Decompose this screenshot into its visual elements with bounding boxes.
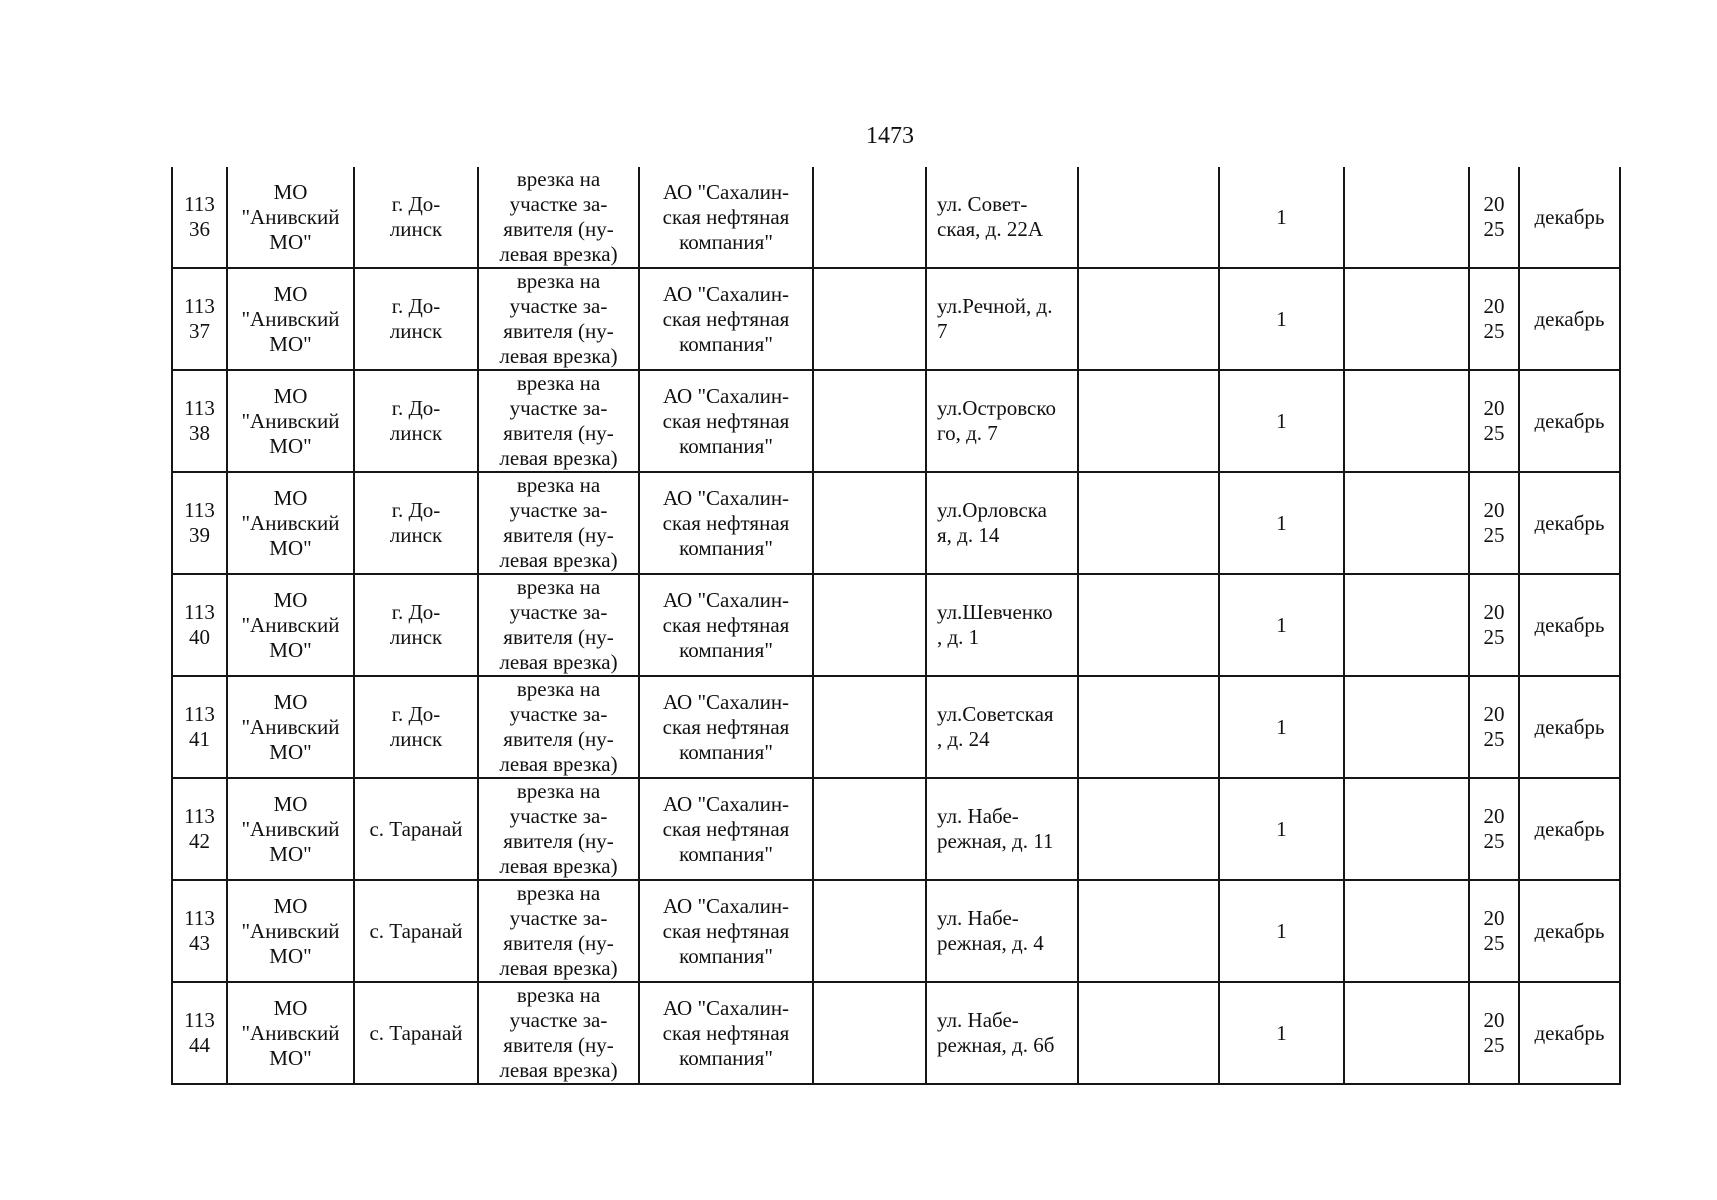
cell-company-line: ская нефтяная: [662, 714, 790, 739]
cell-count: 1: [1219, 676, 1344, 778]
cell-address-line: ул. Совет-: [937, 192, 1028, 216]
cell-connection-type-line: участке за-: [509, 906, 608, 930]
table-row: [172, 370, 1620, 472]
cell-record-number-line: 42: [189, 829, 210, 853]
cell-record-number-line: 113: [184, 702, 215, 726]
cell-connection-type-line: левая врезка): [499, 548, 618, 572]
cell-empty: [1078, 982, 1219, 1084]
cell-address-line: ская, д. 22А: [937, 217, 1044, 241]
cell-municipality-line: МО: [273, 689, 308, 714]
cell-record-number-line: 113: [184, 498, 215, 522]
cell-settlement-line: линск: [389, 727, 443, 751]
cell-municipality-line: "Анивский: [241, 510, 340, 535]
cell-connection-type-line: участке за-: [509, 1008, 608, 1032]
cell-connection-type-line: участке за-: [509, 702, 608, 726]
cell-month: декабрь: [1519, 778, 1620, 880]
cell-company-line: АО "Сахалин-: [662, 383, 790, 408]
cell-municipality: [227, 982, 354, 1084]
cell-municipality: [227, 574, 354, 676]
cell-record-number-line: 113: [184, 804, 215, 828]
cell-settlement-line: линск: [389, 523, 443, 547]
cell-empty: [1078, 370, 1219, 472]
cell-company: [639, 472, 813, 574]
cell-company-line: компания": [679, 331, 773, 356]
cell-connection-type-line: участке за-: [509, 192, 608, 216]
cell-month: декабрь: [1519, 574, 1620, 676]
cell-year-line: 25: [1483, 421, 1505, 445]
cell-year: [1469, 370, 1519, 472]
cell-connection-type-line: левая врезка): [499, 344, 618, 368]
cell-company-line: компания": [679, 1045, 773, 1070]
cell-year-line: 25: [1483, 319, 1505, 343]
cell-company-line: ская нефтяная: [662, 306, 790, 331]
cell-year-line: 25: [1483, 727, 1505, 751]
cell-company-line: ская нефтяная: [662, 204, 790, 229]
cell-address-line: режная, д. 4: [937, 931, 1044, 955]
cell-record-number-line: 113: [184, 600, 215, 624]
cell-municipality-line: МО: [273, 995, 308, 1020]
cell-empty: [1078, 574, 1219, 676]
cell-settlement-line: г. До-: [391, 702, 441, 726]
cell-municipality-line: МО": [269, 943, 312, 968]
cell-record-number: [172, 676, 227, 778]
cell-municipality-line: "Анивский: [241, 816, 340, 841]
cell-record-number-line: 41: [189, 727, 210, 751]
cell-connection-type-line: явителя (ну-: [503, 829, 614, 853]
cell-record-number-line: 36: [189, 217, 210, 241]
cell-municipality-line: МО": [269, 637, 312, 662]
cell-month: декабрь: [1519, 472, 1620, 574]
cell-connection-type-line: левая врезка): [499, 854, 618, 878]
cell-settlement: [354, 574, 478, 676]
cell-connection-type-line: участке за-: [509, 294, 608, 318]
cell-empty: [1078, 880, 1219, 982]
cell-company-line: компания": [679, 535, 773, 560]
cell-municipality: [227, 778, 354, 880]
cell-settlement: [354, 370, 478, 472]
cell-municipality: [227, 472, 354, 574]
cell-connection-type-line: левая врезка): [499, 752, 618, 776]
cell-year-line: 20: [1483, 294, 1505, 318]
cell-year-line: 25: [1483, 1033, 1505, 1057]
cell-municipality-line: МО": [269, 739, 312, 764]
cell-connection-type-line: левая врезка): [499, 1058, 618, 1082]
cell-year-line: 20: [1483, 600, 1505, 624]
cell-empty: [813, 880, 926, 982]
table-row: [172, 472, 1620, 574]
cell-address-line: ул.Островско: [937, 396, 1056, 420]
cell-company-line: ская нефтяная: [662, 1020, 790, 1045]
cell-company-line: компания": [679, 739, 773, 764]
cell-count: 1: [1219, 880, 1344, 982]
cell-company-line: АО "Сахалин-: [662, 893, 790, 918]
cell-month: декабрь: [1519, 676, 1620, 778]
cell-record-number-line: 37: [189, 319, 210, 343]
cell-record-number-line: 39: [189, 523, 210, 547]
cell-municipality: [227, 268, 354, 370]
cell-connection-type-line: левая врезка): [499, 446, 618, 470]
cell-connection-type-line: участке за-: [509, 498, 608, 522]
cell-connection-type: [478, 880, 639, 982]
cell-empty: [1078, 778, 1219, 880]
table-row: [172, 574, 1620, 676]
cell-company: [639, 167, 813, 268]
cell-record-number-line: 113: [184, 906, 215, 930]
cell-municipality-line: МО: [273, 587, 308, 612]
cell-year-line: 20: [1483, 804, 1505, 828]
cell-municipality-line: МО: [273, 281, 308, 306]
cell-year-line: 20: [1483, 192, 1505, 216]
cell-company-line: ская нефтяная: [662, 918, 790, 943]
cell-empty: [813, 982, 926, 1084]
cell-connection-type-line: левая врезка): [499, 956, 618, 980]
cell-empty: [813, 268, 926, 370]
cell-company: [639, 880, 813, 982]
cell-empty: [1344, 880, 1469, 982]
cell-company: [639, 778, 813, 880]
cell-year: [1469, 574, 1519, 676]
cell-municipality-line: "Анивский: [241, 408, 340, 433]
cell-company-line: компания": [679, 637, 773, 662]
cell-address: [926, 778, 1078, 880]
cell-company-line: компания": [679, 943, 773, 968]
cell-year-line: 20: [1483, 498, 1505, 522]
cell-municipality-line: МО": [269, 1045, 312, 1070]
cell-address: [926, 472, 1078, 574]
cell-municipality-line: "Анивский: [241, 204, 340, 229]
cell-municipality: [227, 676, 354, 778]
cell-year-line: 25: [1483, 217, 1505, 241]
cell-address-line: , д. 24: [937, 727, 990, 751]
cell-month: декабрь: [1519, 167, 1620, 268]
cell-settlement: [354, 880, 478, 982]
cell-month: декабрь: [1519, 370, 1620, 472]
cell-municipality-line: МО": [269, 229, 312, 254]
cell-record-number: [172, 472, 227, 574]
cell-company-line: АО "Сахалин-: [662, 485, 790, 510]
cell-address-line: ул. Набе-: [937, 1008, 1019, 1032]
cell-settlement-line: г. До-: [391, 498, 441, 522]
cell-settlement: [354, 676, 478, 778]
cell-settlement-line: линск: [389, 625, 443, 649]
cell-company-line: АО "Сахалин-: [662, 179, 790, 204]
cell-year-line: 20: [1483, 1008, 1505, 1032]
cell-settlement: [354, 268, 478, 370]
cell-settlement-line: г. До-: [391, 192, 441, 216]
cell-municipality-line: МО": [269, 535, 312, 560]
cell-company: [639, 268, 813, 370]
cell-address: [926, 880, 1078, 982]
cell-connection-type-line: явителя (ну-: [503, 931, 614, 955]
cell-address-line: я, д. 14: [937, 523, 1000, 547]
cell-connection-type: [478, 574, 639, 676]
cell-company-line: ская нефтяная: [662, 510, 790, 535]
cell-company: [639, 574, 813, 676]
cell-empty: [813, 676, 926, 778]
cell-settlement-line: г. До-: [391, 600, 441, 624]
connections-table: [171, 167, 1621, 1085]
cell-empty: [1344, 982, 1469, 1084]
cell-company-line: компания": [679, 229, 773, 254]
cell-connection-type-line: явителя (ну-: [503, 217, 614, 241]
cell-connection-type: [478, 982, 639, 1084]
cell-year-line: 25: [1483, 625, 1505, 649]
cell-empty: [813, 574, 926, 676]
cell-empty: [1344, 268, 1469, 370]
cell-settlement-line: с. Таранай: [369, 918, 463, 943]
cell-connection-type-line: врезка на: [516, 983, 601, 1007]
cell-company: [639, 676, 813, 778]
cell-municipality-line: МО: [273, 791, 308, 816]
cell-settlement: [354, 778, 478, 880]
cell-connection-type-line: участке за-: [509, 804, 608, 828]
cell-address-line: ул.Советская: [937, 702, 1054, 726]
cell-municipality-line: "Анивский: [241, 306, 340, 331]
cell-address-line: режная, д. 6б: [937, 1033, 1055, 1057]
table-row: [172, 982, 1620, 1084]
cell-company-line: компания": [679, 433, 773, 458]
cell-address: [926, 167, 1078, 268]
cell-year-line: 20: [1483, 702, 1505, 726]
page-number: 1473: [866, 123, 914, 149]
cell-record-number-line: 113: [184, 294, 215, 318]
cell-connection-type: [478, 472, 639, 574]
cell-record-number: [172, 268, 227, 370]
cell-year-line: 20: [1483, 906, 1505, 930]
cell-empty: [1344, 472, 1469, 574]
cell-count: 1: [1219, 268, 1344, 370]
cell-connection-type-line: явителя (ну-: [503, 421, 614, 445]
cell-connection-type-line: врезка на: [516, 677, 601, 701]
cell-year-line: 25: [1483, 523, 1505, 547]
cell-settlement: [354, 167, 478, 268]
cell-year: [1469, 167, 1519, 268]
cell-settlement-line: линск: [389, 217, 443, 241]
cell-company: [639, 982, 813, 1084]
table-row: [172, 778, 1620, 880]
cell-address-line: ул.Орловска: [937, 498, 1047, 522]
cell-connection-type-line: участке за-: [509, 600, 608, 624]
cell-empty: [1344, 676, 1469, 778]
cell-empty: [1344, 370, 1469, 472]
table-body: [172, 167, 1620, 1084]
cell-municipality-line: МО: [273, 893, 308, 918]
cell-connection-type: [478, 370, 639, 472]
table-row: [172, 167, 1620, 268]
cell-year: [1469, 676, 1519, 778]
cell-count: 1: [1219, 574, 1344, 676]
cell-address-line: ул.Речной, д.: [937, 294, 1053, 318]
cell-connection-type: [478, 778, 639, 880]
cell-count: 1: [1219, 982, 1344, 1084]
cell-empty: [813, 370, 926, 472]
cell-address-line: го, д. 7: [937, 421, 998, 445]
cell-empty: [813, 167, 926, 268]
cell-empty: [1344, 778, 1469, 880]
cell-address: [926, 268, 1078, 370]
cell-settlement-line: с. Таранай: [369, 1020, 463, 1045]
cell-connection-type-line: врезка на: [516, 269, 601, 293]
cell-record-number-line: 38: [189, 421, 210, 445]
cell-record-number: [172, 982, 227, 1084]
cell-year-line: 25: [1483, 829, 1505, 853]
cell-connection-type-line: врезка на: [516, 473, 601, 497]
cell-municipality-line: МО": [269, 433, 312, 458]
cell-empty: [1078, 676, 1219, 778]
cell-connection-type-line: врезка на: [516, 779, 601, 803]
table-row: [172, 880, 1620, 982]
cell-municipality-line: "Анивский: [241, 1020, 340, 1045]
cell-record-number: [172, 370, 227, 472]
cell-connection-type-line: явителя (ну-: [503, 319, 614, 343]
cell-address-line: , д. 1: [937, 625, 980, 649]
cell-year: [1469, 880, 1519, 982]
cell-municipality-line: МО: [273, 383, 308, 408]
cell-count: 1: [1219, 778, 1344, 880]
cell-year: [1469, 472, 1519, 574]
cell-empty: [1078, 268, 1219, 370]
cell-municipality: [227, 370, 354, 472]
cell-empty: [1078, 167, 1219, 268]
cell-company-line: ская нефтяная: [662, 408, 790, 433]
cell-connection-type-line: левая врезка): [499, 242, 618, 266]
cell-settlement: [354, 472, 478, 574]
cell-empty: [1344, 167, 1469, 268]
cell-connection-type: [478, 676, 639, 778]
cell-municipality-line: МО": [269, 331, 312, 356]
cell-record-number-line: 113: [184, 192, 215, 216]
cell-municipality: [227, 167, 354, 268]
cell-address: [926, 574, 1078, 676]
cell-count: 1: [1219, 472, 1344, 574]
cell-address-line: ул. Набе-: [937, 906, 1019, 930]
cell-company-line: АО "Сахалин-: [662, 689, 790, 714]
cell-connection-type-line: участке за-: [509, 396, 608, 420]
cell-company-line: АО "Сахалин-: [662, 791, 790, 816]
cell-company-line: компания": [679, 841, 773, 866]
cell-connection-type-line: врезка на: [516, 371, 601, 395]
cell-record-number: [172, 574, 227, 676]
cell-empty: [1078, 472, 1219, 574]
cell-record-number-line: 44: [189, 1033, 210, 1057]
cell-connection-type-line: явителя (ну-: [503, 523, 614, 547]
cell-record-number: [172, 167, 227, 268]
cell-municipality-line: МО": [269, 841, 312, 866]
cell-connection-type: [478, 268, 639, 370]
cell-empty: [813, 472, 926, 574]
cell-year: [1469, 982, 1519, 1084]
cell-settlement-line: г. До-: [391, 294, 441, 318]
cell-municipality: [227, 880, 354, 982]
cell-record-number-line: 113: [184, 396, 215, 420]
cell-month: декабрь: [1519, 268, 1620, 370]
cell-settlement-line: с. Таранай: [369, 816, 463, 841]
cell-municipality-line: МО: [273, 179, 308, 204]
cell-company-line: ская нефтяная: [662, 816, 790, 841]
cell-record-number-line: 40: [189, 625, 210, 649]
cell-company-line: АО "Сахалин-: [662, 281, 790, 306]
cell-record-number: [172, 880, 227, 982]
cell-record-number-line: 113: [184, 1008, 215, 1032]
cell-municipality-line: МО: [273, 485, 308, 510]
cell-year-line: 25: [1483, 931, 1505, 955]
table-row: [172, 676, 1620, 778]
cell-record-number: [172, 778, 227, 880]
cell-month: декабрь: [1519, 880, 1620, 982]
cell-year: [1469, 778, 1519, 880]
cell-settlement: [354, 982, 478, 1084]
cell-address-line: 7: [937, 319, 948, 343]
cell-company-line: ская нефтяная: [662, 612, 790, 637]
cell-connection-type-line: левая врезка): [499, 650, 618, 674]
cell-connection-type-line: врезка на: [516, 881, 601, 905]
cell-year: [1469, 268, 1519, 370]
cell-record-number-line: 43: [189, 931, 210, 955]
cell-empty: [813, 778, 926, 880]
cell-count: 1: [1219, 370, 1344, 472]
cell-settlement-line: линск: [389, 421, 443, 445]
cell-settlement-line: г. До-: [391, 396, 441, 420]
cell-address-line: ул. Набе-: [937, 804, 1019, 828]
cell-connection-type-line: явителя (ну-: [503, 625, 614, 649]
cell-company-line: АО "Сахалин-: [662, 587, 790, 612]
cell-address: [926, 982, 1078, 1084]
cell-empty: [1344, 574, 1469, 676]
cell-connection-type: [478, 167, 639, 268]
cell-address: [926, 676, 1078, 778]
cell-year-line: 20: [1483, 396, 1505, 420]
cell-address-line: режная, д. 11: [937, 829, 1054, 853]
cell-connection-type-line: явителя (ну-: [503, 1033, 614, 1057]
cell-connection-type-line: врезка на: [516, 575, 601, 599]
cell-connection-type-line: явителя (ну-: [503, 727, 614, 751]
table-row: [172, 268, 1620, 370]
cell-company-line: АО "Сахалин-: [662, 995, 790, 1020]
cell-settlement-line: линск: [389, 319, 443, 343]
cell-municipality-line: "Анивский: [241, 918, 340, 943]
cell-municipality-line: "Анивский: [241, 714, 340, 739]
cell-month: декабрь: [1519, 982, 1620, 1084]
cell-count: 1: [1219, 167, 1344, 268]
cell-municipality-line: "Анивский: [241, 612, 340, 637]
cell-address: [926, 370, 1078, 472]
cell-address-line: ул.Шевченко: [937, 600, 1053, 624]
cell-company: [639, 370, 813, 472]
cell-connection-type-line: врезка на: [516, 167, 601, 191]
